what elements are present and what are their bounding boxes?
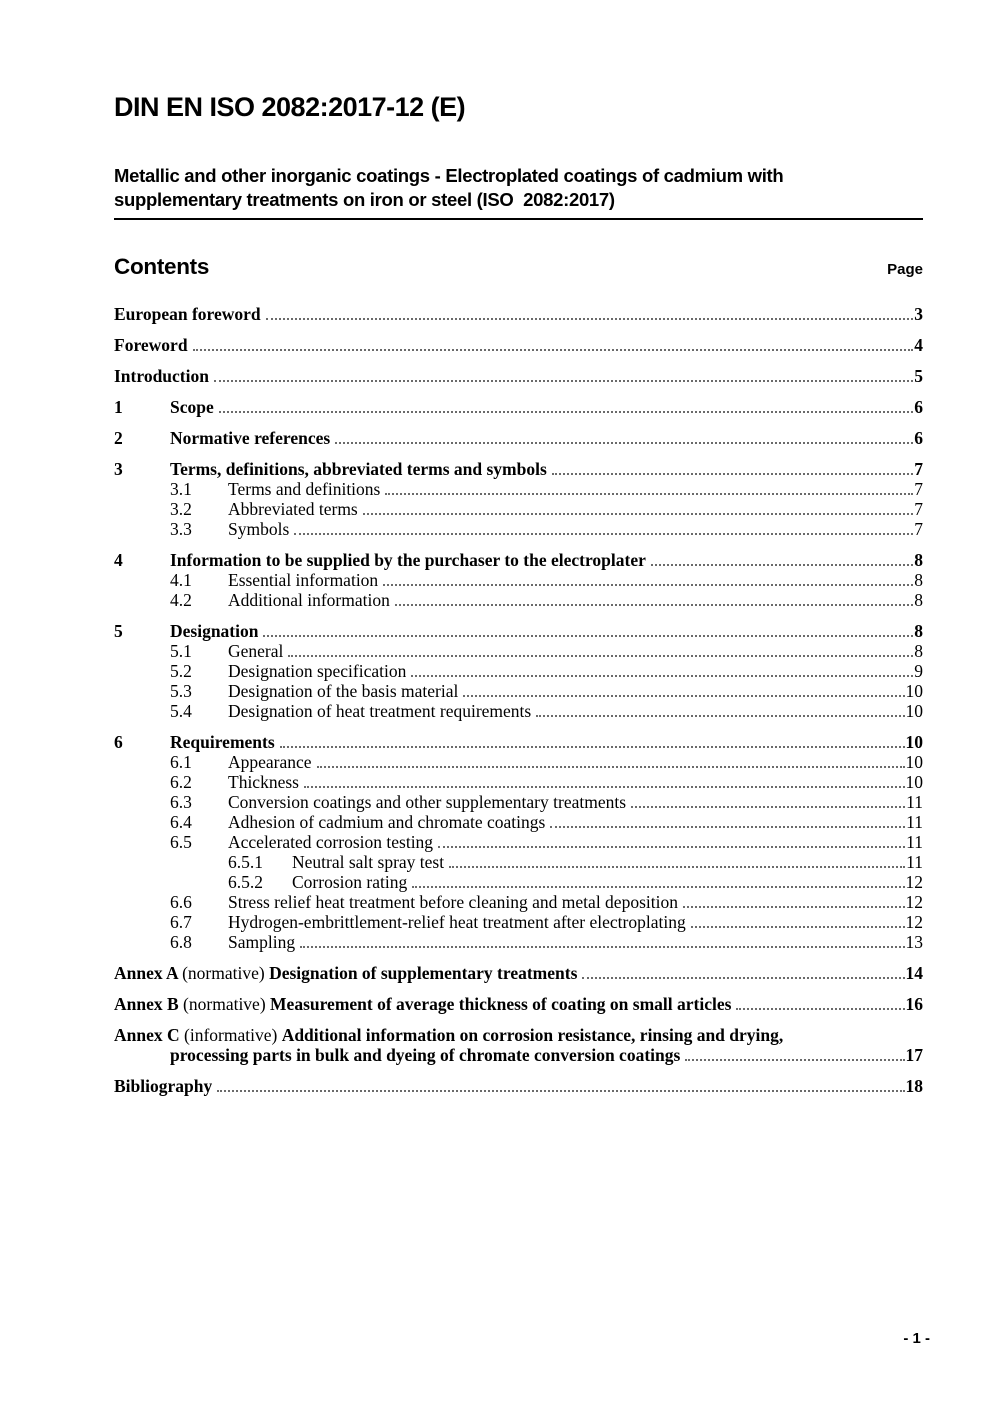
toc-entry <box>114 499 923 519</box>
dot-leader <box>683 906 905 908</box>
toc-entry <box>114 641 923 661</box>
toc-entry-number: 6.6 <box>170 892 192 912</box>
toc-entry-number: 6.8 <box>170 932 192 952</box>
toc-entry-page: 7 <box>914 479 923 499</box>
toc-entry-number: 6 <box>114 732 123 752</box>
dot-leader <box>288 655 913 657</box>
dot-leader <box>552 473 913 475</box>
dot-leader <box>383 584 913 586</box>
toc-entry-label: Terms and definitions <box>228 479 381 499</box>
toc-entry <box>114 661 923 681</box>
dot-leader <box>219 411 914 413</box>
toc-entry-number: 5 <box>114 621 123 641</box>
toc-entry <box>114 1025 923 1045</box>
toc-entry-page: 11 <box>906 852 923 872</box>
toc-entry-label: Corrosion rating <box>292 872 408 892</box>
toc-entry-page: 14 <box>905 963 923 983</box>
toc-entry-number: 5.3 <box>170 681 192 701</box>
toc-entry-page: 12 <box>905 872 923 892</box>
document-title <box>114 164 923 220</box>
toc-entry <box>114 892 923 912</box>
toc-entry <box>114 852 923 872</box>
toc-entry <box>114 590 923 610</box>
toc-entry-label: Terms, definitions, abbreviated terms and symbols <box>170 459 547 479</box>
toc-entry-number: 4.2 <box>170 590 192 610</box>
toc-entry-number: 3.3 <box>170 519 192 539</box>
toc-entry <box>114 963 923 983</box>
dot-leader <box>263 635 913 637</box>
dot-leader <box>385 493 913 495</box>
dot-leader <box>335 442 913 444</box>
page-column-label: Page <box>887 261 923 278</box>
toc-entry-page: 17 <box>905 1045 923 1065</box>
toc-entry-page: 6 <box>914 397 923 417</box>
toc-entry-label: Introduction <box>114 366 209 386</box>
dot-leader <box>280 746 905 748</box>
dot-leader <box>651 564 913 566</box>
toc-entry-page: 11 <box>906 832 923 852</box>
toc-entry-page: 5 <box>914 366 923 386</box>
toc-entry-page: 7 <box>914 459 923 479</box>
toc-entry-page: 8 <box>914 550 923 570</box>
dot-leader <box>412 886 904 888</box>
toc-entry <box>114 732 923 752</box>
toc-entry-page: 10 <box>905 772 923 792</box>
toc-entry <box>114 701 923 721</box>
toc-entry-label: Bibliography <box>114 1076 213 1096</box>
toc-entry-number: 4.1 <box>170 570 192 590</box>
page-number-footer: - 1 - <box>903 1330 930 1347</box>
toc-entry-page: 18 <box>905 1076 923 1096</box>
toc-entry-continuation <box>170 1045 923 1065</box>
toc-entry <box>114 621 923 641</box>
toc-entry-page: 10 <box>905 681 923 701</box>
dot-leader <box>304 786 905 788</box>
toc-entry <box>114 994 923 1014</box>
dot-leader <box>550 826 905 828</box>
toc-entry-label: Information to be supplied by the purchaser to the electroplater <box>170 550 646 570</box>
document-title-line2: supplementary treatments on iron or steel (ISO 2082:2017) <box>114 189 615 210</box>
toc-entry-label: Normative references <box>170 428 331 448</box>
dot-leader <box>463 695 904 697</box>
toc-entry-page: 13 <box>905 932 923 952</box>
dot-leader <box>300 946 904 948</box>
toc-entry-label: General <box>228 641 284 661</box>
toc-entry-label: Foreword <box>114 335 188 355</box>
dot-leader <box>631 806 905 808</box>
toc-entry <box>114 752 923 772</box>
toc-entry-label: Accelerated corrosion testing <box>228 832 434 852</box>
dot-leader <box>536 715 904 717</box>
toc-entry-page: 9 <box>914 661 923 681</box>
toc-entry-label: Neutral salt spray test <box>292 852 445 872</box>
toc-entry-page: 12 <box>905 912 923 932</box>
toc-entry-label: Stress relief heat treatment before cleaning and metal deposition <box>228 892 678 912</box>
toc-entry <box>114 428 923 448</box>
toc-entry-number: 2 <box>114 428 123 448</box>
toc-entry-label: processing parts in bulk and dyeing of chromate conversion coatings <box>170 1045 681 1065</box>
toc-entry-label: Conversion coatings and other supplementary treatments <box>228 792 627 812</box>
toc-entry-page: 10 <box>905 752 923 772</box>
toc-entry-number: 3.1 <box>170 479 192 499</box>
toc-entry-number: 1 <box>114 397 123 417</box>
toc-entry-page: 6 <box>914 428 923 448</box>
toc-entry-number: 3 <box>114 459 123 479</box>
toc-entry-label: Annex A (normative) Designation of supplementary treatments <box>114 963 578 983</box>
dot-leader <box>317 766 905 768</box>
contents-heading: Contents <box>114 254 210 279</box>
toc-entry <box>114 397 923 417</box>
dot-leader <box>736 1008 904 1010</box>
toc-entry-label: Scope <box>170 397 214 417</box>
dot-leader <box>691 926 905 928</box>
toc-entry-page: 8 <box>914 621 923 641</box>
toc-entry-number: 6.4 <box>170 812 192 832</box>
toc-entry-number: 5.4 <box>170 701 192 721</box>
toc-entry-number: 4 <box>114 550 123 570</box>
toc-entry <box>114 912 923 932</box>
dot-leader <box>294 533 913 535</box>
toc-entry-page: 4 <box>914 335 923 355</box>
dot-leader <box>363 513 914 515</box>
toc-entry <box>114 681 923 701</box>
toc-entry <box>114 366 923 386</box>
toc-entry-page: 7 <box>914 499 923 519</box>
toc-entry-label: Appearance <box>228 752 312 772</box>
toc-entry-label: Sampling <box>228 932 296 952</box>
contents-header <box>114 254 923 280</box>
toc-entry-page: 12 <box>905 892 923 912</box>
toc-entry-number: 6.5.2 <box>228 872 263 892</box>
toc-entry <box>114 932 923 952</box>
toc-entry-page: 8 <box>914 590 923 610</box>
toc-entry-page: 11 <box>906 792 923 812</box>
toc-entry-number: 6.2 <box>170 772 192 792</box>
dot-leader <box>411 675 913 677</box>
toc-entry-label: Designation of heat treatment requirements <box>228 701 532 721</box>
document-title-line1: Metallic and other inorganic coatings - Electroplated coatings of cadmium with <box>114 165 784 186</box>
toc-entry-number: 5.2 <box>170 661 192 681</box>
document-page <box>114 0 923 1096</box>
toc-entry-page: 11 <box>906 812 923 832</box>
toc-entry <box>114 832 923 852</box>
toc-entry <box>114 872 923 892</box>
toc-entry-number: 6.3 <box>170 792 192 812</box>
toc-entry <box>114 570 923 590</box>
dot-leader <box>449 866 905 868</box>
toc-entry-page: 10 <box>905 701 923 721</box>
toc-entry-number: 6.5 <box>170 832 192 852</box>
toc-entry <box>114 812 923 832</box>
dot-leader <box>217 1090 904 1092</box>
toc-entry-number: 3.2 <box>170 499 192 519</box>
toc-entry-label: Abbreviated terms <box>228 499 358 519</box>
toc-entry-label: Symbols <box>228 519 290 539</box>
dot-leader <box>395 604 913 606</box>
toc-entry <box>114 479 923 499</box>
toc-entry-page: 8 <box>914 641 923 661</box>
toc-entry-page: 3 <box>914 304 923 324</box>
toc-entry <box>114 304 923 324</box>
toc-entry <box>114 1076 923 1096</box>
dot-leader <box>266 318 914 320</box>
dot-leader <box>438 846 905 848</box>
toc-list <box>114 304 923 1096</box>
toc-entry-label: Adhesion of cadmium and chromate coatings <box>228 812 546 832</box>
toc-entry <box>114 550 923 570</box>
toc-entry-label: Designation of the basis material <box>228 681 459 701</box>
dot-leader <box>685 1059 904 1061</box>
toc-entry-label: Thickness <box>228 772 299 792</box>
toc-entry-label: Requirements <box>170 732 275 752</box>
toc-entry <box>114 519 923 539</box>
toc-entry-label: Annex C (informative) Additional information on corrosion resistance, rinsing and drying, <box>114 1025 784 1045</box>
toc-entry-number: 5.1 <box>170 641 192 661</box>
toc-entry-label: Designation <box>170 621 259 641</box>
toc-entry-number: 6.1 <box>170 752 192 772</box>
toc-entry-page: 8 <box>914 570 923 590</box>
dot-leader <box>193 349 914 351</box>
toc-entry-page: 10 <box>905 732 923 752</box>
toc-entry-label: Additional information <box>228 590 390 610</box>
toc-entry <box>114 459 923 479</box>
dot-leader <box>214 380 913 382</box>
toc-entry-label: European foreword <box>114 304 261 324</box>
toc-entry <box>114 772 923 792</box>
toc-entry-label: Hydrogen-embrittlement-relief heat treatment after electroplating <box>228 912 686 932</box>
toc-entry-number: 6.7 <box>170 912 192 932</box>
toc-entry-label: Designation specification <box>228 661 407 681</box>
toc-entry-page: 7 <box>914 519 923 539</box>
toc-entry-page: 16 <box>905 994 923 1014</box>
toc-entry-label: Essential information <box>228 570 379 590</box>
toc-entry <box>114 792 923 812</box>
dot-leader <box>582 977 904 979</box>
document-code: DIN EN ISO 2082:2017-12 (E) <box>114 92 466 122</box>
toc-entry <box>114 335 923 355</box>
toc-entry-number: 6.5.1 <box>228 852 263 872</box>
toc-entry-label: Annex B (normative) Measurement of average thickness of coating on small articles <box>114 994 732 1014</box>
